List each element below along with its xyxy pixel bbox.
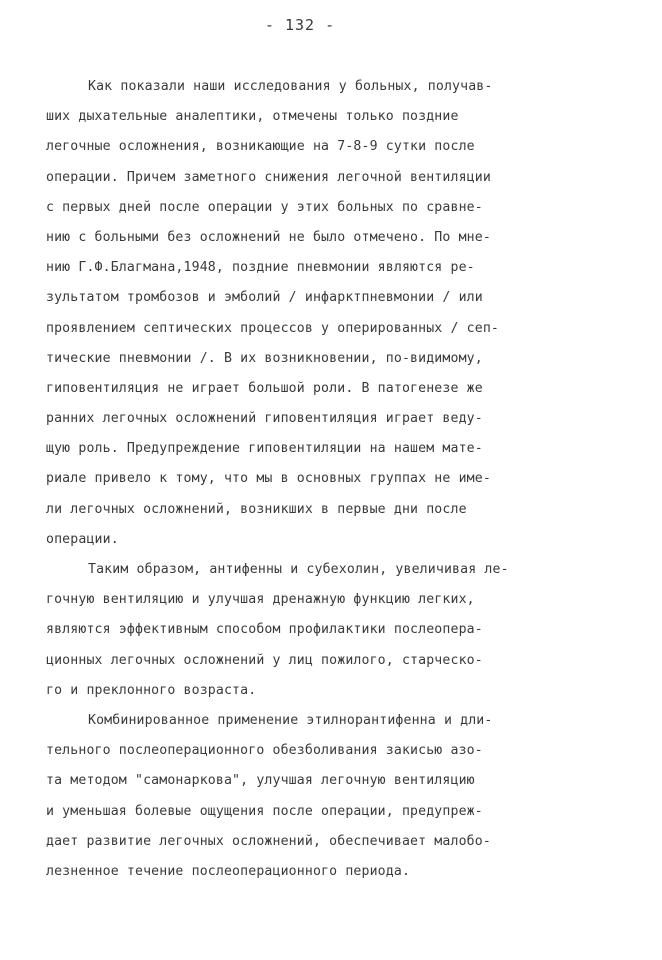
text-line: являются эффективным способом профилактики послеопера- xyxy=(46,622,483,638)
text-line: Таким образом, антифенны и субехолин, увеличивая ле- xyxy=(88,562,509,577)
text-line: тельного послеоперационного обезболивания закисью азо- xyxy=(46,743,483,759)
paragraph-1 xyxy=(46,72,616,555)
text-line: ранних легочных осложнений гиповентиляция играет веду- xyxy=(46,411,483,427)
body-text xyxy=(46,72,616,887)
paragraph-2 xyxy=(46,555,616,706)
text-line: легочные осложнения, возникающие на 7-8-9 сутки после xyxy=(46,139,475,155)
text-line: та методом "самонаркова", улучшая легочную вентиляцию xyxy=(46,773,475,789)
text-line: гочную вентиляцию и улучшая дренажную функцию легких, xyxy=(46,592,475,608)
text-line: нию с больными без осложнений не было отмечено. По мне- xyxy=(46,229,491,245)
text-line: риале привело к тому, что мы в основных группах не име- xyxy=(46,471,491,487)
text-line: дает развитие легочных осложнений, обеспечивает малобо- xyxy=(46,833,491,849)
text-line: зультатом тромбозов и эмболий / инфарктпневмонии / или xyxy=(46,290,483,306)
text-line: нию Г.Ф.Благмана,1948, поздние пневмонии являются ре- xyxy=(46,260,475,276)
text-line: щую роль. Предупреждение гиповентиляции на нашем мате- xyxy=(46,441,483,457)
text-line: ли легочных осложнений, возникших в первые дни после xyxy=(46,501,467,517)
text-line: Как показали наши исследования у больных, получав- xyxy=(88,79,493,94)
text-line: проявлением септических процессов у оперированных / сеп- xyxy=(46,320,500,336)
text-line: го и преклонного возраста. xyxy=(46,682,257,698)
text-line: тические пневмонии /. В их возникновении, по-видимому, xyxy=(46,350,483,366)
text-line: лезненное течение послеоперационного периода. xyxy=(46,863,411,879)
page-number: - 132 - xyxy=(264,16,336,34)
text-line: ших дыхательные аналептики, отмечены только поздние xyxy=(46,109,459,125)
text-line: и уменьшая болевые ощущения после операции, предупреж- xyxy=(46,803,483,819)
text-line: Комбинированное применение этилнорантифенна и дли- xyxy=(88,712,493,728)
text-line: ционных легочных осложнений у лиц пожилого, старческо- xyxy=(46,652,483,668)
text-line: операции. xyxy=(46,531,119,547)
paragraph-3 xyxy=(46,706,616,887)
text-line: гиповентиляция не играет большой роли. В патогенезе же xyxy=(46,380,483,396)
text-line: операции. Причем заметного снижения легочной вентиляции xyxy=(46,169,491,185)
text-line: с первых дней после операции у этих больных по сравне- xyxy=(46,199,483,215)
